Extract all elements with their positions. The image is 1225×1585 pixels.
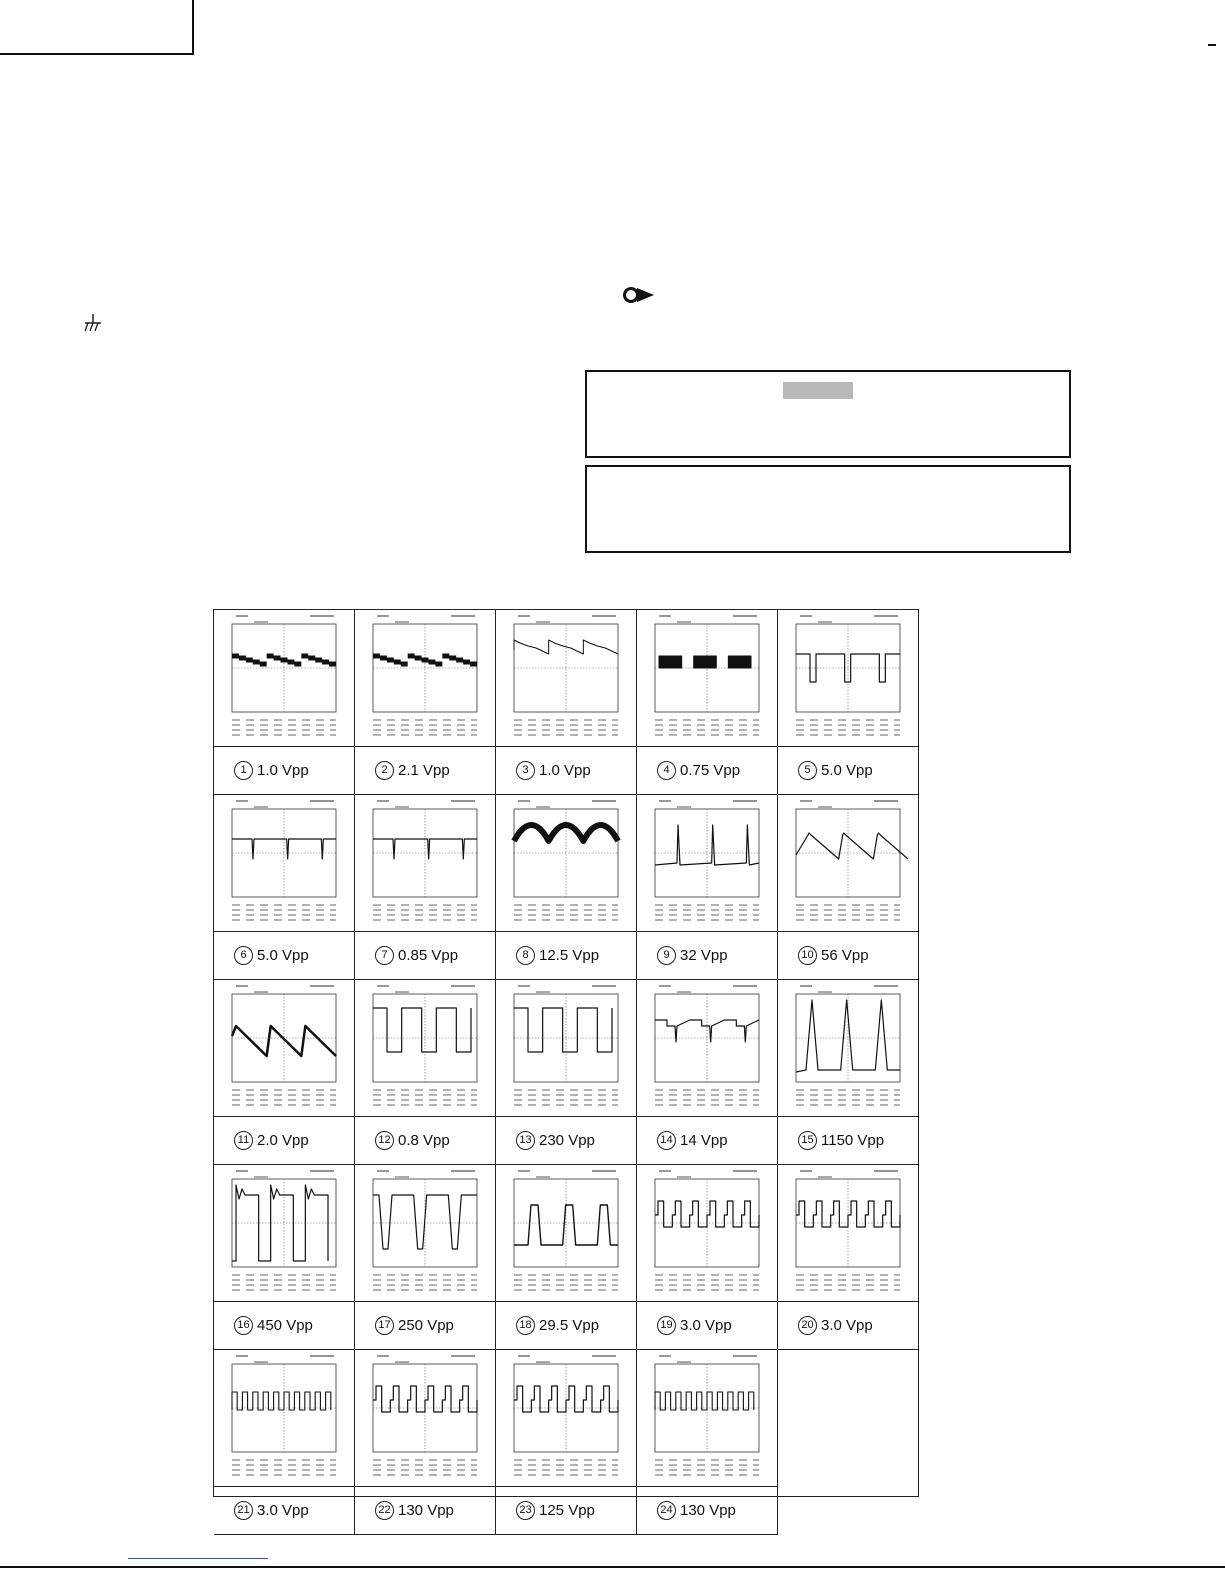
waveform-cell [214, 610, 355, 795]
waveform-vpp-label: 0.8 Vpp [398, 1132, 450, 1149]
waveform-cell [355, 980, 496, 1165]
waveform-plot [778, 1165, 919, 1302]
waveform-vpp-label: 1.0 Vpp [539, 762, 591, 779]
waveform-cell [355, 795, 496, 980]
waveform-plot [778, 795, 919, 932]
oscilloscope-screen [778, 610, 919, 747]
test-point-arrow-icon [622, 286, 656, 304]
waveform-vpp-label: 2.0 Vpp [257, 1132, 309, 1149]
waveform-number: 12 [375, 1131, 394, 1150]
oscilloscope-screen [496, 610, 637, 747]
oscilloscope-screen [496, 795, 637, 932]
oscilloscope-screen [214, 980, 355, 1117]
waveform-caption [496, 932, 637, 980]
waveform-cell [496, 980, 637, 1165]
waveform-number: 8 [516, 946, 535, 965]
oscilloscope-screen [355, 1350, 496, 1487]
waveform-number: 16 [234, 1316, 253, 1335]
waveform-number: 1 [234, 761, 253, 780]
waveform-trace [232, 1392, 331, 1410]
oscilloscope-screen [778, 1165, 919, 1302]
waveform-trace [655, 1392, 754, 1410]
waveform-number: 17 [375, 1316, 394, 1335]
waveform-vpp-label: 3.0 Vpp [680, 1317, 732, 1334]
waveform-cell [355, 1350, 496, 1535]
waveform-plot [214, 1350, 355, 1487]
waveform-cell [778, 795, 919, 980]
oscilloscope-screen [496, 980, 637, 1117]
waveform-caption [637, 1117, 778, 1165]
header-corner-box [0, 0, 194, 55]
waveform-number: 21 [234, 1501, 253, 1520]
waveform-vpp-label: 2.1 Vpp [398, 762, 450, 779]
waveform-caption [496, 747, 637, 795]
waveform-vpp-label: 230 Vpp [539, 1132, 595, 1149]
waveform-plot [355, 1350, 496, 1487]
waveform-number: 2 [375, 761, 394, 780]
waveform-plot [214, 980, 355, 1117]
waveform-plot [496, 795, 637, 932]
waveform-vpp-label: 1150 Vpp [821, 1132, 885, 1149]
oscilloscope-screen [214, 1165, 355, 1302]
waveform-vpp-label: 56 Vpp [821, 947, 869, 964]
waveform-caption [778, 932, 919, 980]
waveform-plot [355, 610, 496, 747]
waveform-plot [637, 1350, 778, 1487]
waveform-vpp-label: 130 Vpp [398, 1502, 454, 1519]
waveform-number: 22 [375, 1501, 394, 1520]
oscilloscope-screen [778, 795, 919, 932]
oscilloscope-screen [637, 980, 778, 1117]
waveform-plot [778, 980, 919, 1117]
waveform-plot [496, 1165, 637, 1302]
waveform-plot [355, 980, 496, 1117]
note-box-upper [585, 370, 1071, 458]
waveform-trace [373, 1008, 471, 1052]
waveform-vpp-label: 0.75 Vpp [680, 762, 741, 779]
waveform-number: 7 [375, 946, 394, 965]
footer-rule [0, 1566, 1225, 1568]
waveform-cell [496, 795, 637, 980]
waveform-plot [496, 1350, 637, 1487]
waveform-vpp-label: 12.5 Vpp [539, 947, 600, 964]
waveform-vpp-label: 1.0 Vpp [257, 762, 309, 779]
waveform-caption [778, 747, 919, 795]
waveform-caption [637, 1302, 778, 1350]
waveform-number: 19 [657, 1316, 676, 1335]
waveform-cell [778, 980, 919, 1165]
waveform-trace [659, 656, 751, 668]
waveform-vpp-label: 0.85 Vpp [398, 947, 459, 964]
waveform-number: 18 [516, 1316, 535, 1335]
waveform-vpp-label: 3.0 Vpp [257, 1502, 309, 1519]
waveform-plot [778, 610, 919, 747]
waveform-plot [637, 980, 778, 1117]
waveform-caption [355, 1302, 496, 1350]
waveform-number: 6 [234, 946, 253, 965]
waveform-caption [355, 1487, 496, 1535]
waveform-caption [637, 747, 778, 795]
waveform-plot [214, 795, 355, 932]
waveform-trace [796, 833, 908, 859]
waveform-caption [778, 1117, 919, 1165]
oscilloscope-screen [214, 610, 355, 747]
waveform-cell [355, 1165, 496, 1350]
oscilloscope-screen [496, 1350, 637, 1487]
waveform-caption [355, 1117, 496, 1165]
waveform-cell [637, 980, 778, 1165]
waveform-caption [214, 747, 355, 795]
waveform-vpp-label: 5.0 Vpp [257, 947, 309, 964]
empty-cell [778, 1350, 919, 1535]
highlight-tag [783, 382, 853, 399]
oscilloscope-screen [214, 1350, 355, 1487]
waveform-plot [496, 610, 637, 747]
waveform-cell [214, 1350, 355, 1535]
waveform-cell [637, 1350, 778, 1535]
waveform-cell [496, 1165, 637, 1350]
waveform-caption [214, 932, 355, 980]
waveform-number: 23 [516, 1501, 535, 1520]
waveform-number: 13 [516, 1131, 535, 1150]
waveform-cell [637, 1165, 778, 1350]
oscilloscope-screen [637, 795, 778, 932]
waveform-caption [214, 1487, 355, 1535]
waveform-cell [214, 1165, 355, 1350]
chassis-ground-icon [84, 314, 102, 334]
waveform-cell [214, 795, 355, 980]
waveform-cell [214, 980, 355, 1165]
waveform-number: 20 [798, 1316, 817, 1335]
waveform-number: 15 [798, 1131, 817, 1150]
waveform-cell [778, 1165, 919, 1350]
oscilloscope-screen [355, 795, 496, 932]
oscilloscope-screen [637, 1350, 778, 1487]
waveform-cell [637, 795, 778, 980]
waveform-caption [355, 932, 496, 980]
waveform-vpp-label: 450 Vpp [257, 1317, 313, 1334]
waveform-number: 11 [234, 1131, 253, 1150]
waveform-plot [496, 980, 637, 1117]
oscilloscope-screen [496, 1165, 637, 1302]
edge-tick-mark [1208, 44, 1216, 46]
waveform-caption [496, 1117, 637, 1165]
waveform-number: 5 [798, 761, 817, 780]
waveform-cell [637, 610, 778, 795]
oscilloscope-screen [778, 980, 919, 1117]
waveform-caption [496, 1487, 637, 1535]
waveform-vpp-label: 3.0 Vpp [821, 1317, 873, 1334]
waveform-caption [496, 1302, 637, 1350]
waveform-plot [355, 1165, 496, 1302]
oscilloscope-screen [355, 1165, 496, 1302]
waveform-plot [637, 1165, 778, 1302]
waveform-caption [637, 932, 778, 980]
waveform-number: 10 [798, 946, 817, 965]
waveform-grid [213, 609, 919, 1519]
waveform-caption [214, 1302, 355, 1350]
oscilloscope-screen [355, 610, 496, 747]
waveform-number: 3 [516, 761, 535, 780]
waveform-trace [514, 1008, 612, 1052]
oscilloscope-screen [637, 610, 778, 747]
note-box-lower [585, 465, 1071, 553]
waveform-plot [214, 1165, 355, 1302]
waveform-number: 9 [657, 946, 676, 965]
oscilloscope-screen [355, 980, 496, 1117]
waveform-vpp-label: 125 Vpp [539, 1502, 595, 1519]
oscilloscope-screen [214, 795, 355, 932]
waveform-cell [496, 1350, 637, 1535]
waveform-vpp-label: 5.0 Vpp [821, 762, 873, 779]
waveform-plot [637, 795, 778, 932]
waveform-vpp-label: 32 Vpp [680, 947, 728, 964]
waveform-plot [637, 610, 778, 747]
waveform-vpp-label: 14 Vpp [680, 1132, 728, 1149]
waveform-vpp-label: 130 Vpp [680, 1502, 736, 1519]
waveform-cell [496, 610, 637, 795]
waveform-caption [778, 1302, 919, 1350]
waveform-caption [637, 1487, 778, 1535]
waveform-vpp-label: 250 Vpp [398, 1317, 454, 1334]
waveform-number: 24 [657, 1501, 676, 1520]
waveform-caption [355, 747, 496, 795]
waveform-number: 4 [657, 761, 676, 780]
waveform-number: 14 [657, 1131, 676, 1150]
footer-link-underline [128, 1558, 268, 1559]
oscilloscope-screen [637, 1165, 778, 1302]
waveform-plot [214, 610, 355, 747]
waveform-cell [778, 610, 919, 795]
waveform-caption [214, 1117, 355, 1165]
waveform-vpp-label: 29.5 Vpp [539, 1317, 600, 1334]
waveform-plot [355, 795, 496, 932]
waveform-cell [355, 610, 496, 795]
